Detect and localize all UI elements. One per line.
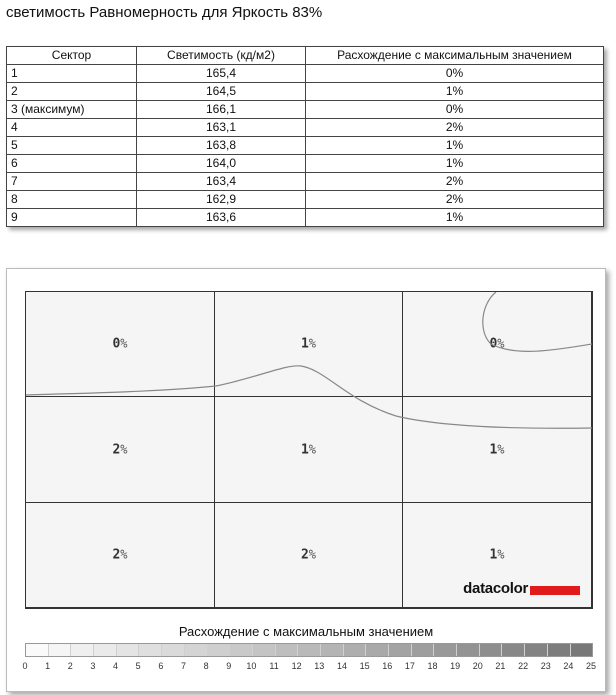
scale-tick-label: 12	[291, 661, 302, 671]
scale-swatch	[457, 644, 480, 656]
cell-luminance: 163,4	[137, 173, 306, 191]
cell-luminance: 164,0	[137, 155, 306, 173]
scale-tick-label: 18	[427, 661, 438, 671]
sector-deviation-unit: %	[308, 336, 317, 351]
cell-luminance: 164,5	[137, 83, 306, 101]
scale-swatch	[480, 644, 503, 656]
sector-deviation-value: 1	[489, 547, 498, 563]
cell-luminance: 163,6	[137, 209, 306, 227]
cell-deviation: 2%	[306, 119, 604, 137]
cell-sector: 8	[7, 191, 137, 209]
scale-tick-label: 5	[135, 661, 141, 671]
cell-deviation: 1%	[306, 209, 604, 227]
scale-tick-label: 14	[336, 661, 347, 671]
scale-swatch	[276, 644, 299, 656]
sector-deviation-unit: %	[497, 442, 505, 456]
datacolor-logo	[463, 580, 580, 597]
deviation-scale	[25, 643, 593, 657]
scale-swatch	[230, 644, 253, 656]
cell-luminance: 166,1	[137, 101, 306, 119]
scale-swatch	[94, 644, 117, 656]
scale-tick-label: 1	[45, 661, 51, 671]
scale-tick-label: 24	[563, 661, 574, 671]
cell-sector: 7	[7, 173, 137, 191]
cell-luminance: 165,4	[137, 65, 306, 83]
scale-ticks	[22, 661, 597, 673]
scale-swatch	[525, 644, 548, 656]
datacolor-logo-text: datacolor	[463, 580, 528, 597]
sector-deviation-value: 0	[112, 336, 121, 352]
cell-luminance: 163,8	[137, 137, 306, 155]
table-row	[7, 101, 604, 119]
scale-tick-label: 6	[158, 661, 164, 671]
scale-tick-label: 16	[382, 661, 393, 671]
scale-swatch	[253, 644, 276, 656]
table-row	[7, 191, 604, 209]
scale-tick-label: 19	[450, 661, 461, 671]
scale-tick-label: 2	[67, 661, 73, 671]
header-deviation: Расхождение с максимальным значением	[306, 47, 604, 65]
cell-deviation: 2%	[306, 191, 604, 209]
cell-luminance: 162,9	[137, 191, 306, 209]
sector-deviation-value: 2	[300, 547, 309, 563]
scale-swatch	[185, 644, 208, 656]
sector-deviation-value: 1	[489, 442, 498, 457]
sector-deviation-value: 0	[489, 336, 498, 352]
cell-sector: 4	[7, 119, 137, 137]
luminance-table	[6, 46, 604, 227]
scale-swatch	[162, 644, 185, 656]
scale-swatch	[208, 644, 231, 656]
scale-tick-label: 3	[90, 661, 96, 671]
scale-swatch	[117, 644, 140, 656]
cell-sector: 5	[7, 137, 137, 155]
cell-sector: 9	[7, 209, 137, 227]
cell-sector: 6	[7, 155, 137, 173]
scale-swatch	[548, 644, 571, 656]
table-row	[7, 155, 604, 173]
datacolor-logo-bar	[530, 586, 580, 595]
page-title: светимость Равномерность для Яркость 83%	[6, 4, 323, 21]
cell-deviation: 0%	[306, 101, 604, 119]
uniformity-grid	[25, 291, 593, 609]
scale-swatch	[434, 644, 457, 656]
cell-sector: 2	[7, 83, 137, 101]
sector-deviation-value: 2	[112, 547, 121, 563]
scale-tick-label: 22	[518, 661, 529, 671]
scale-tick-label: 11	[269, 661, 279, 671]
sector-deviation-unit: %	[308, 547, 317, 562]
sector-deviation-value: 1	[300, 442, 309, 457]
scale-swatch	[321, 644, 344, 656]
sector-deviation-unit: %	[120, 547, 128, 562]
scale-swatch	[139, 644, 162, 656]
sector-deviation-unit: %	[497, 336, 505, 351]
contour-line-1	[26, 366, 592, 428]
cell-deviation: 2%	[306, 173, 604, 191]
scale-swatch	[571, 644, 593, 656]
table-row	[7, 173, 604, 191]
cell-deviation: 1%	[306, 137, 604, 155]
sector-deviation-value: 1	[300, 336, 309, 352]
scale-tick-label: 13	[314, 661, 325, 671]
sector-deviation-unit: %	[497, 547, 505, 562]
scale-swatch	[344, 644, 367, 656]
scale-swatch	[71, 644, 94, 656]
table-header-row	[7, 47, 604, 65]
scale-swatch	[502, 644, 525, 656]
scale-tick-label: 7	[180, 661, 186, 671]
cell-sector: 1	[7, 65, 137, 83]
scale-tick-label: 23	[540, 661, 551, 671]
scale-swatch	[389, 644, 412, 656]
scale-tick-label: 20	[472, 661, 483, 671]
contour-line-2	[483, 292, 592, 351]
scale-tick-label: 4	[113, 661, 119, 671]
table-row	[7, 119, 604, 137]
cell-deviation: 0%	[306, 65, 604, 83]
cell-sector: 3 (максимум)	[7, 101, 137, 119]
scale-tick-label: 0	[22, 661, 28, 671]
scale-swatch	[412, 644, 435, 656]
table-row	[7, 83, 604, 101]
cell-luminance: 163,1	[137, 119, 306, 137]
sector-deviation-unit: %	[120, 442, 128, 456]
cell-deviation: 1%	[306, 83, 604, 101]
scale-tick-label: 10	[246, 661, 257, 671]
table-row	[7, 209, 604, 227]
scale-tick-label: 8	[203, 661, 209, 671]
scale-tick-label: 21	[495, 661, 506, 671]
scale-swatch	[298, 644, 321, 656]
contour-lines	[26, 292, 592, 608]
sector-deviation-value: 2	[112, 442, 121, 457]
scale-tick-label: 17	[404, 661, 415, 671]
cell-deviation: 1%	[306, 155, 604, 173]
legend-title: Расхождение с максимальным значением	[178, 624, 434, 639]
table-row	[7, 65, 604, 83]
scale-tick-label: 15	[359, 661, 370, 671]
scale-tick-label: 9	[226, 661, 232, 671]
header-sector: Сектор	[7, 47, 137, 65]
sector-deviation-unit: %	[120, 336, 128, 351]
table-row	[7, 137, 604, 155]
scale-swatch	[26, 644, 49, 656]
scale-tick-label: 25	[585, 661, 597, 671]
scale-swatch	[366, 644, 389, 656]
uniformity-map-panel	[6, 268, 606, 692]
sector-deviation-unit: %	[308, 442, 317, 456]
scale-swatch	[49, 644, 72, 656]
luminance-table-container	[6, 46, 604, 227]
header-luminance: Светимость (кд/м2)	[137, 47, 306, 65]
